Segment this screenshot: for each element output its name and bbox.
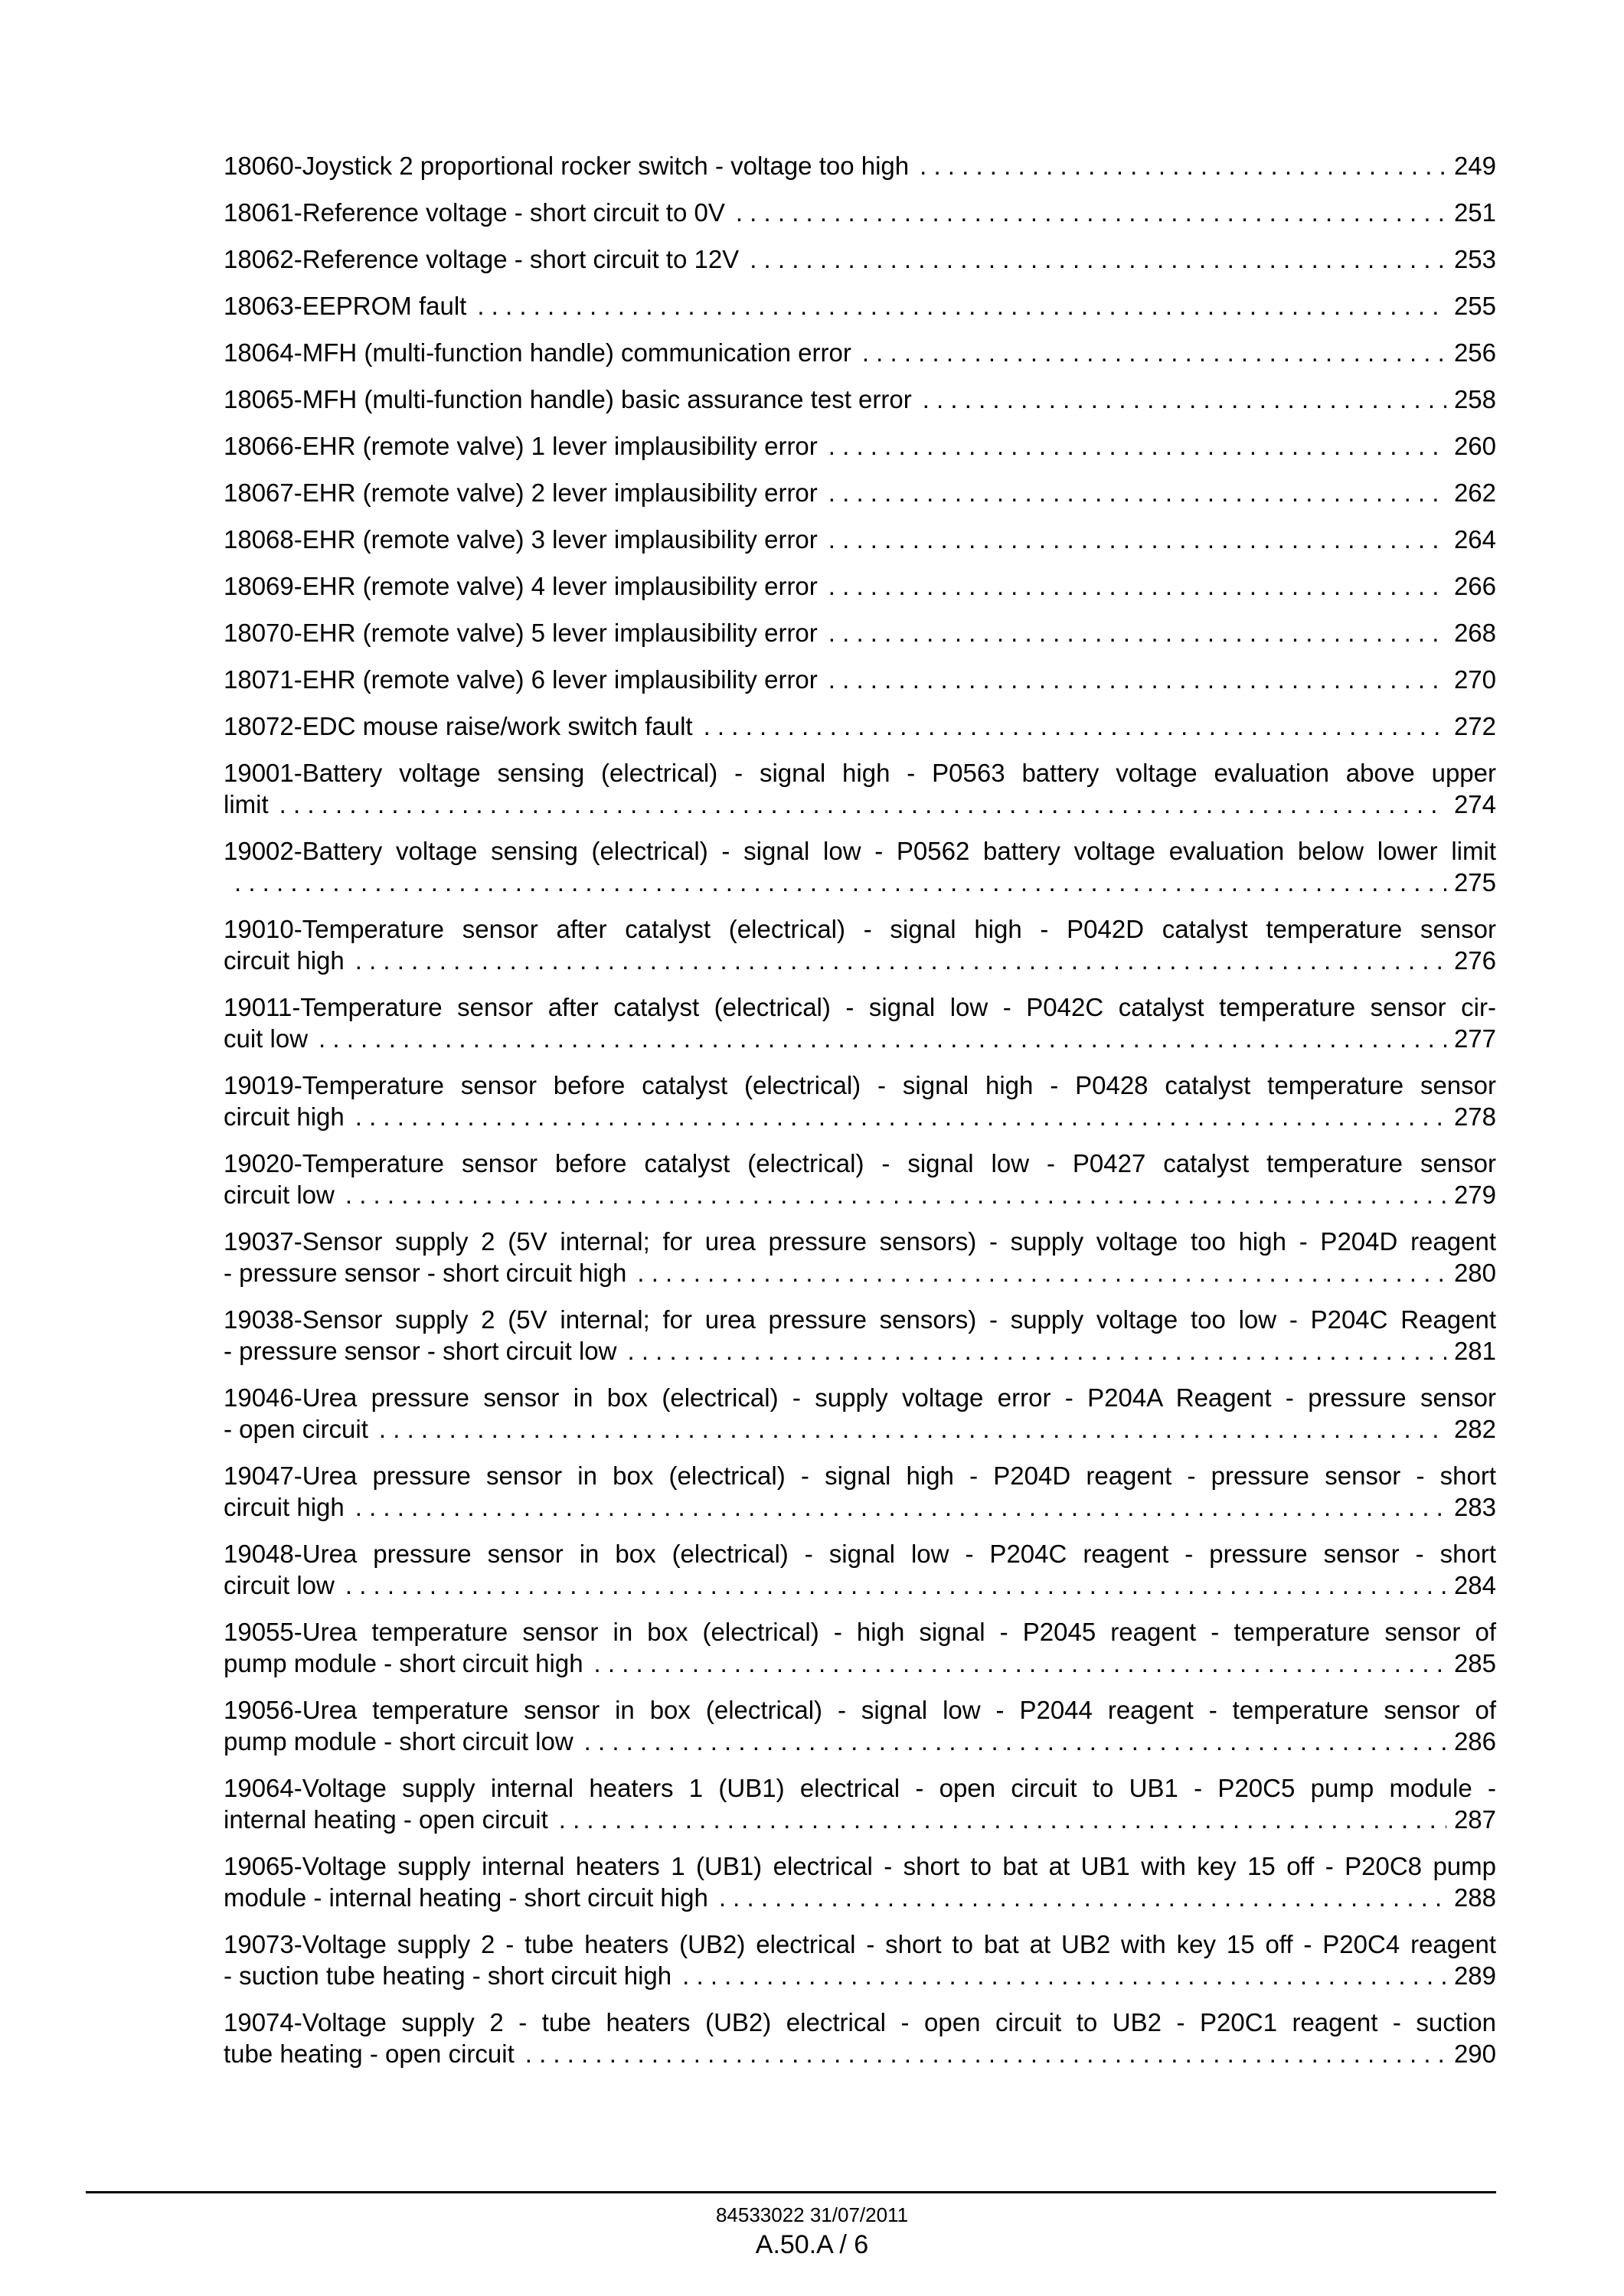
toc-entry[interactable]: [224, 150, 1496, 181]
toc-entry[interactable]: [224, 243, 1496, 275]
toc-entry-title-continued: tube heating - open circuit: [224, 2040, 515, 2068]
toc-entry[interactable]: [224, 477, 1496, 508]
dot-leader: [750, 243, 1446, 275]
toc-entry-page: 260: [1453, 432, 1496, 460]
toc-entry-title-continued: circuit high: [224, 1102, 345, 1131]
toc-entry-title: 18061-Reference voltage - short circuit to 0V: [224, 198, 725, 227]
toc-entry-title-continued: - pressure sensor - short circuit low: [224, 1337, 617, 1365]
toc-entry[interactable]: [224, 1460, 1496, 1523]
toc-entry-page: 287: [1453, 1805, 1496, 1834]
dot-leader: [477, 290, 1446, 322]
toc-entry-title-continued: module - internal heating - short circuit high: [224, 1883, 708, 1912]
toc-entry-page: 258: [1453, 385, 1496, 413]
table-of-contents: [224, 150, 1496, 2085]
toc-entry-page: 289: [1453, 1961, 1496, 1990]
toc-entry-title: 19065-Voltage supply internal heaters 1 (UB1) electrical - short to bat at UB1 with key 15 off - P20C8 pump: [224, 1852, 1496, 1880]
toc-entry-page: 282: [1453, 1415, 1496, 1443]
toc-entry[interactable]: [224, 835, 1496, 898]
toc-entry-title-continued: - suction tube heating - short circuit high: [224, 1961, 672, 1990]
dot-leader: [559, 1804, 1446, 1835]
toc-entry-title-continued: pump module - short circuit low: [224, 1727, 573, 1755]
toc-entry-title: 18071-EHR (remote valve) 6 lever implausibility error: [224, 665, 818, 694]
toc-entry-title: 19048-Urea pressure sensor in box (electrical) - signal low - P204C reagent - pressure sensor - short: [224, 1540, 1496, 1568]
toc-entry-title: 18065-MFH (multi-function handle) basic assurance test error: [224, 385, 912, 413]
dot-leader: [828, 570, 1446, 602]
toc-entry-title: 19064-Voltage supply internal heaters 1 (UB1) electrical - open circuit to UB1 - P20C5 pump module -: [224, 1774, 1496, 1802]
toc-entry[interactable]: [224, 913, 1496, 976]
toc-entry-page: 280: [1453, 1259, 1496, 1287]
toc-entry[interactable]: [224, 1929, 1496, 1991]
toc-entry-title-continued: circuit low: [224, 1571, 335, 1599]
dot-leader: [923, 384, 1446, 415]
toc-entry-page: 251: [1453, 198, 1496, 227]
dot-leader: [704, 710, 1446, 742]
toc-entry-title: 19002-Battery voltage sensing (electrical) - signal low - P0562 battery voltage evaluation below lower limit: [224, 837, 1496, 865]
toc-entry-title: 19047-Urea pressure sensor in box (electrical) - signal high - P204D reagent - pressure sensor - short: [224, 1462, 1496, 1490]
toc-entry[interactable]: [224, 1382, 1496, 1445]
toc-entry-title: 19055-Urea temperature sensor in box (electrical) - high signal - P2045 reagent - temperature sensor of: [224, 1618, 1496, 1646]
toc-entry-page: 281: [1453, 1337, 1496, 1365]
toc-entry-title-continued: cuit low: [224, 1024, 309, 1053]
toc-entry-page: 284: [1453, 1571, 1496, 1599]
toc-entry[interactable]: [224, 617, 1496, 648]
toc-entry-title: 19056-Urea temperature sensor in box (electrical) - signal low - P2044 reagent - temperature sensor of: [224, 1696, 1496, 1724]
toc-entry-page: 285: [1453, 1649, 1496, 1677]
toc-entry[interactable]: [224, 1304, 1496, 1367]
toc-entry-page: 268: [1453, 619, 1496, 647]
dot-leader: [627, 1335, 1446, 1367]
dot-leader: [234, 867, 1446, 898]
toc-entry-title: 18060-Joystick 2 proportional rocker switch - voltage too high: [224, 152, 910, 180]
dot-leader: [736, 197, 1446, 228]
toc-entry-title: 19019-Temperature sensor before catalyst (electrical) - signal high - P0428 catalyst temperature sensor: [224, 1071, 1496, 1099]
dot-leader: [355, 945, 1446, 976]
toc-entry-page: 264: [1453, 525, 1496, 554]
toc-entry[interactable]: [224, 1694, 1496, 1757]
dot-leader: [345, 1569, 1446, 1601]
toc-entry-title: 19038-Sensor supply 2 (5V internal; for urea pressure sensors) - supply voltage too low - P204C Reagent: [224, 1305, 1496, 1334]
footer-divider: [86, 2191, 1496, 2193]
toc-entry-title-continued: circuit low: [224, 1181, 335, 1209]
toc-entry[interactable]: [224, 197, 1496, 228]
toc-entry-page: 256: [1453, 338, 1496, 367]
toc-entry[interactable]: [224, 570, 1496, 602]
toc-entry[interactable]: [224, 2007, 1496, 2069]
toc-entry[interactable]: [224, 1616, 1496, 1679]
dot-leader: [525, 2038, 1446, 2069]
toc-entry[interactable]: [224, 1226, 1496, 1288]
toc-entry[interactable]: [224, 1070, 1496, 1132]
toc-entry-page: 272: [1453, 712, 1496, 740]
dot-leader: [355, 1491, 1446, 1523]
toc-entry-title: 18070-EHR (remote valve) 5 lever implausibility error: [224, 619, 818, 647]
toc-entry[interactable]: [224, 710, 1496, 742]
toc-entry[interactable]: [224, 290, 1496, 322]
toc-entry-page: 266: [1453, 572, 1496, 600]
toc-entry[interactable]: [224, 991, 1496, 1054]
toc-entry-title-continued: circuit high: [224, 1493, 345, 1521]
footer-page-number: A.50.A / 6: [755, 2230, 869, 2259]
toc-entry-title: 19074-Voltage supply 2 - tube heaters (UB2) electrical - open circuit to UB2 - P20C1 reagent - suction: [224, 2008, 1496, 2036]
toc-entry[interactable]: [224, 430, 1496, 462]
dot-leader: [355, 1101, 1446, 1132]
toc-entry-title: 19001-Battery voltage sensing (electrical) - signal high - P0563 battery voltage evaluation above upper: [224, 759, 1496, 787]
toc-entry-page: 279: [1453, 1181, 1496, 1209]
toc-entry-title-continued: - pressure sensor - short circuit high: [224, 1259, 627, 1287]
toc-entry-page: 249: [1453, 152, 1496, 180]
toc-entry-title: 19010-Temperature sensor after catalyst (electrical) - signal high - P042D catalyst temperature sensor: [224, 915, 1496, 943]
toc-entry-page: 275: [1453, 868, 1496, 897]
dot-leader: [379, 1413, 1446, 1445]
dot-leader: [719, 1882, 1446, 1913]
toc-entry-page: 255: [1453, 292, 1496, 320]
toc-entry[interactable]: [224, 1538, 1496, 1601]
toc-entry-page: 288: [1453, 1883, 1496, 1912]
toc-entry-title: 19011-Temperature sensor after catalyst (electrical) - signal low - P042C catalyst temperature sensor cir-: [224, 993, 1496, 1021]
toc-entry-title: 19020-Temperature sensor before catalyst (electrical) - signal low - P0427 catalyst temperature sensor: [224, 1149, 1496, 1177]
toc-entry[interactable]: [224, 1850, 1496, 1913]
toc-entry-title: 18068-EHR (remote valve) 3 lever implausibility error: [224, 525, 818, 554]
toc-entry[interactable]: [224, 337, 1496, 368]
toc-entry-title: 18066-EHR (remote valve) 1 lever implausibility error: [224, 432, 818, 460]
dot-leader: [637, 1257, 1446, 1288]
toc-entry-title: 18064-MFH (multi-function handle) communication error: [224, 338, 851, 367]
toc-entry[interactable]: [224, 524, 1496, 555]
dot-leader: [279, 789, 1446, 820]
toc-entry-page: 262: [1453, 478, 1496, 507]
toc-entry-title: 19046-Urea pressure sensor in box (electrical) - supply voltage error - P204A Reagent - pressure sensor: [224, 1383, 1496, 1412]
toc-entry[interactable]: [224, 1772, 1496, 1835]
toc-entry-page: 283: [1453, 1493, 1496, 1521]
toc-entry-page: 276: [1453, 946, 1496, 975]
toc-entry[interactable]: [224, 384, 1496, 415]
dot-leader: [682, 1960, 1446, 1991]
footer-document-reference: 84533022 31/07/2011: [715, 2203, 909, 2226]
dot-leader: [828, 617, 1446, 648]
toc-entry-title: 18069-EHR (remote valve) 4 lever implausibility error: [224, 572, 818, 600]
toc-entry-page: 278: [1453, 1102, 1496, 1131]
dot-leader: [828, 664, 1446, 695]
dot-leader: [584, 1726, 1446, 1757]
toc-entry-title: 18067-EHR (remote valve) 2 lever implausibility error: [224, 478, 818, 507]
dot-leader: [828, 524, 1446, 555]
toc-entry[interactable]: [224, 757, 1496, 820]
toc-entry-title: 18072-EDC mouse raise/work switch fault: [224, 712, 693, 740]
toc-entry-title: 19037-Sensor supply 2 (5V internal; for urea pressure sensors) - supply voltage too high - P204D reagent: [224, 1227, 1496, 1256]
toc-entry-title: 18063-EEPROM fault: [224, 292, 467, 320]
dot-leader: [319, 1023, 1446, 1054]
dot-leader: [920, 150, 1446, 181]
dot-leader: [828, 477, 1446, 508]
dot-leader: [828, 430, 1446, 462]
toc-entry-page: 277: [1453, 1024, 1496, 1053]
toc-entry-page: 290: [1453, 2040, 1496, 2068]
toc-entry[interactable]: [224, 1148, 1496, 1210]
toc-entry-title-continued: limit: [224, 790, 269, 818]
toc-entry-page: 286: [1453, 1727, 1496, 1755]
toc-entry[interactable]: [224, 664, 1496, 695]
dot-leader: [345, 1179, 1446, 1210]
toc-entry-title-continued: circuit high: [224, 946, 345, 975]
dot-leader: [862, 337, 1446, 368]
toc-entry-title: 19073-Voltage supply 2 - tube heaters (UB2) electrical - short to bat at UB2 with key 15 off - P20C4 reagent: [224, 1930, 1496, 1958]
toc-entry-title-continued: pump module - short circuit high: [224, 1649, 583, 1677]
toc-entry-title-continued: internal heating - open circuit: [224, 1805, 548, 1834]
toc-entry-page: 270: [1453, 665, 1496, 694]
toc-entry-title-continued: - open circuit: [224, 1415, 368, 1443]
dot-leader: [594, 1648, 1446, 1679]
toc-entry-title: 18062-Reference voltage - short circuit to 12V: [224, 245, 740, 273]
toc-entry-page: 274: [1453, 790, 1496, 818]
toc-entry-page: 253: [1453, 245, 1496, 273]
